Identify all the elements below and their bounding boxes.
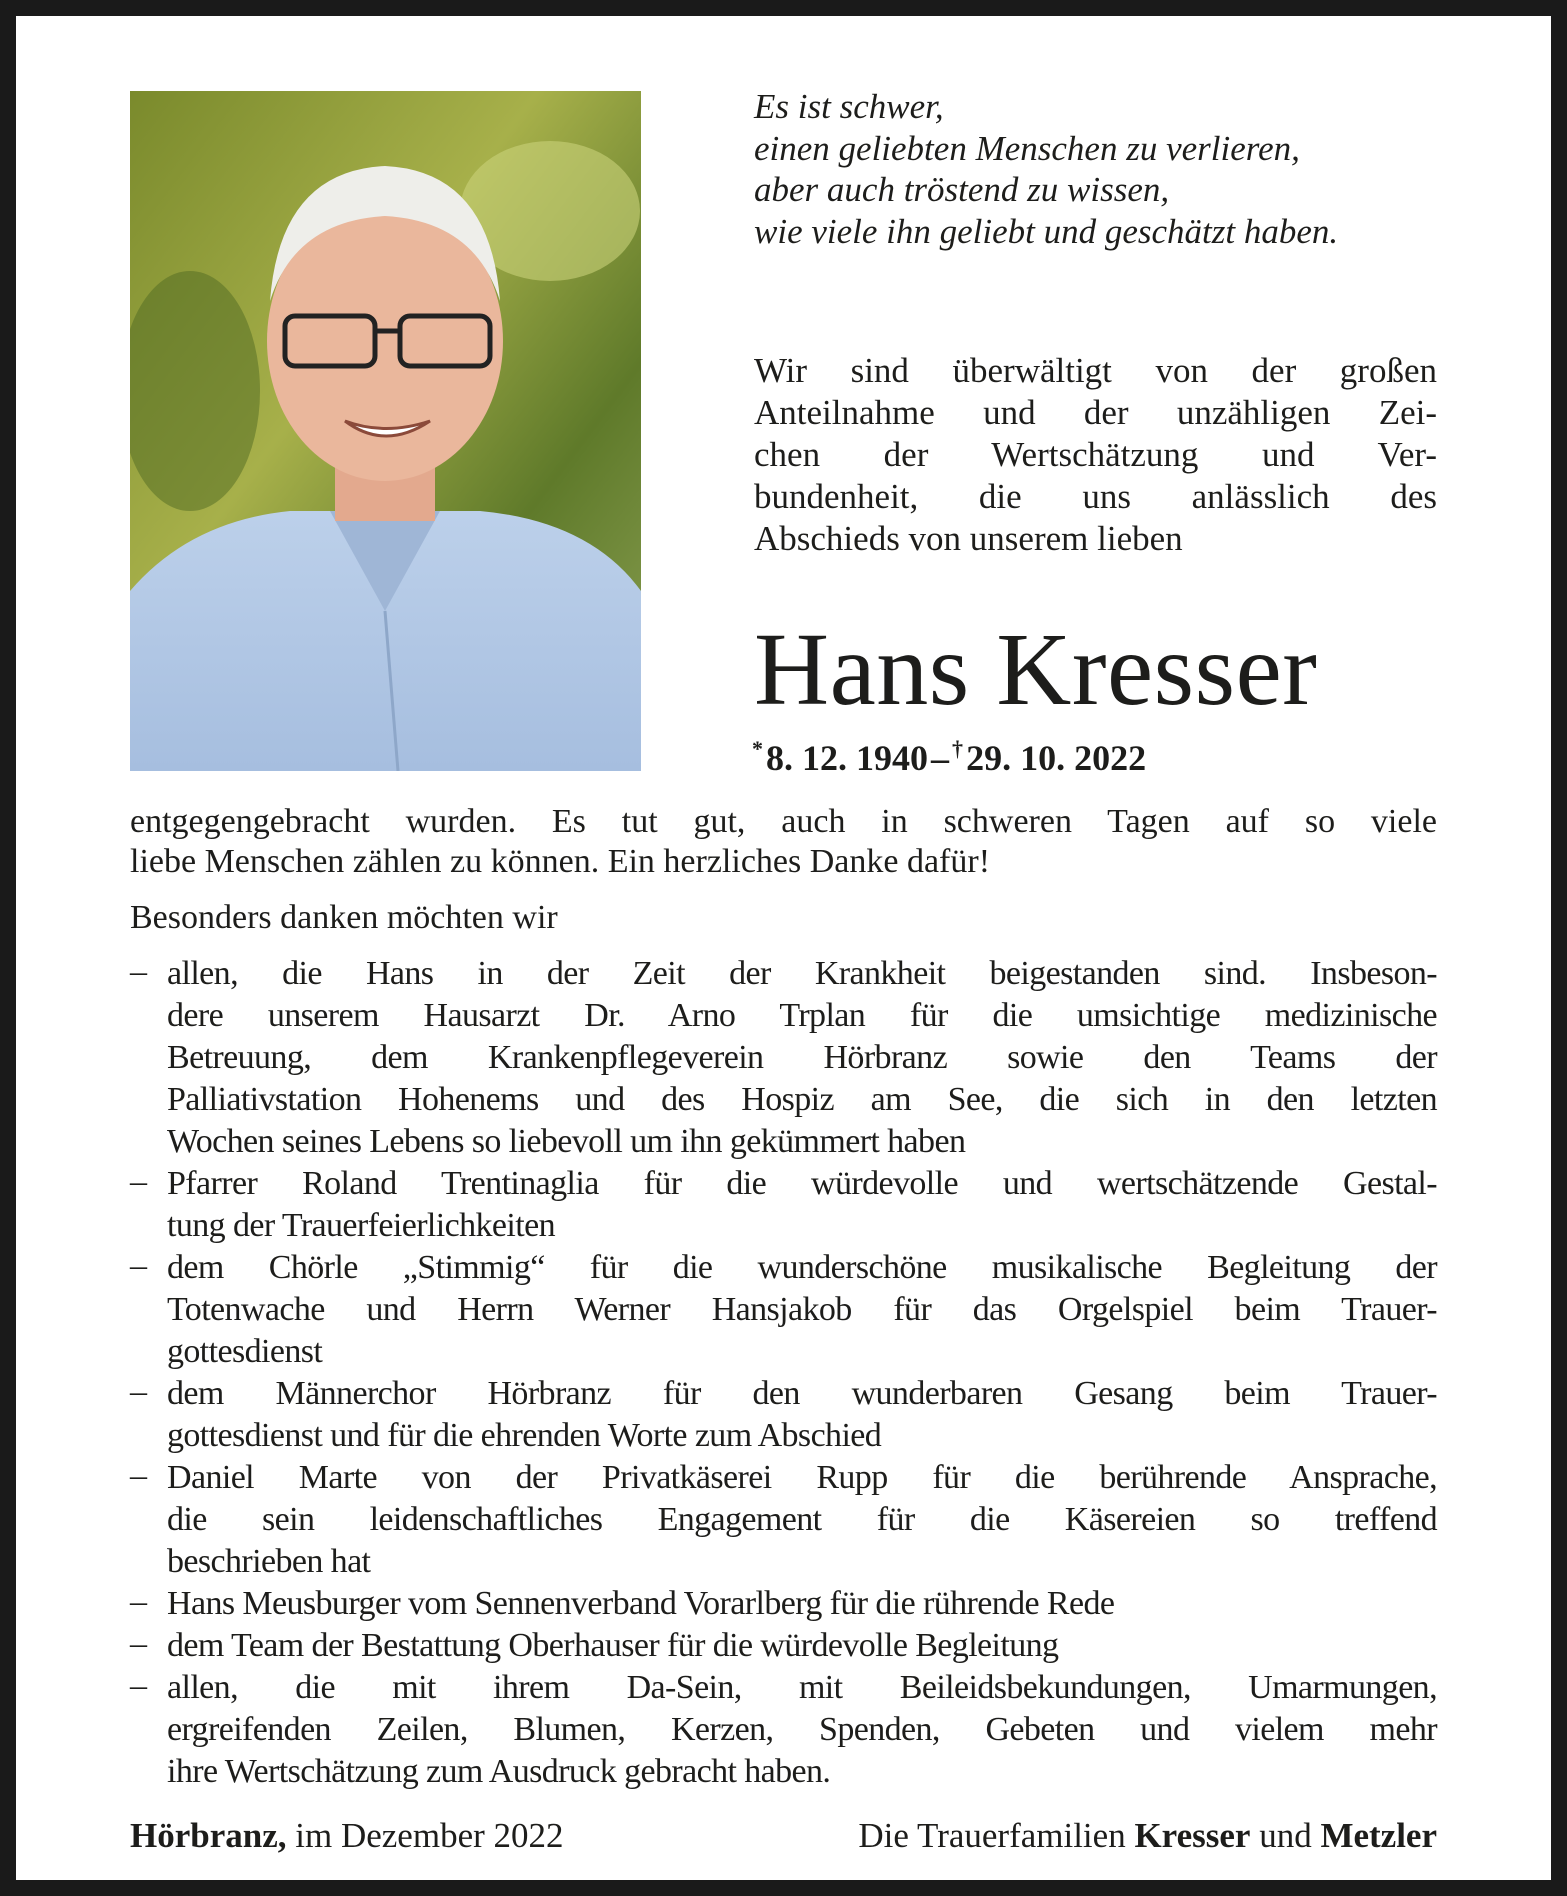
- thanks-item: [130, 1247, 1437, 1373]
- text-line: beschrieben hat: [167, 1543, 371, 1580]
- intro-paragraph: [754, 350, 1437, 560]
- thanks-item: [130, 1667, 1437, 1793]
- text-line: gottesdienst und für die ehrenden Worte zum Abschied: [167, 1417, 882, 1454]
- text-line: Betreuung, dem Krankenpflegeverein Hörbranz sowie den Teams der: [167, 1039, 1437, 1076]
- text-line: allen, die mit ihrem Da-Sein, mit Beileidsbekundungen, Umarmungen,: [167, 1669, 1437, 1706]
- thanks-item: [130, 1457, 1437, 1583]
- text-line: Palliativstation Hohenems und des Hospiz am See, die sich in den letzten: [167, 1081, 1437, 1118]
- text-line: dem Männerchor Hörbranz für den wunderbaren Gesang beim Trauer-: [167, 1375, 1437, 1412]
- text-line: bundenheit, die uns anlässlich des: [754, 477, 1437, 516]
- text-line: liebe Menschen zählen zu können. Ein herzliches Danke dafür!: [130, 843, 991, 880]
- thanks-intro: Besonders danken möchten wir: [130, 899, 558, 936]
- family-name: Kresser: [1134, 1816, 1251, 1855]
- deceased-name: Hans Kresser: [754, 612, 1318, 727]
- text-line: die sein leidenschaftliches Engagement für die Käsereien so treffend: [167, 1501, 1437, 1538]
- quote-line: wie viele ihn geliebt und geschätzt haben.: [754, 211, 1339, 251]
- quote-line: einen geliebten Menschen zu verlieren,: [754, 128, 1300, 168]
- quote-line: aber auch tröstend zu wissen,: [754, 170, 1170, 209]
- thanks-item: [130, 1373, 1437, 1457]
- date: im Dezember 2022: [295, 1816, 564, 1855]
- birth-date: 8. 12. 1940: [766, 738, 929, 778]
- text-line: Daniel Marte von der Privatkäserei Rupp für die berührende Ansprache,: [167, 1459, 1437, 1496]
- family-prefix: Die Trauerfamilien: [858, 1816, 1126, 1855]
- thanks-list: [130, 953, 1437, 1793]
- memorial-quote: [754, 86, 1338, 252]
- place-date: [130, 1816, 564, 1856]
- thanks-item: [130, 1583, 1437, 1625]
- text-line: dem Team der Bestattung Oberhauser für die würdevolle Begleitung: [167, 1627, 1059, 1664]
- bullet-dash: –: [130, 1583, 147, 1620]
- portrait-photo: [130, 91, 641, 771]
- text-line: Abschieds von unserem lieben: [754, 519, 1183, 558]
- bullet-dash: –: [130, 1163, 147, 1200]
- text-line: ergreifenden Zeilen, Blumen, Kerzen, Spenden, Gebeten und vielem mehr: [167, 1711, 1437, 1748]
- family-signature: [858, 1816, 1437, 1856]
- life-dates: [752, 736, 1146, 779]
- bullet-dash: –: [130, 1457, 147, 1494]
- bullet-dash: –: [130, 953, 147, 990]
- text-line: chen der Wertschätzung und Ver-: [754, 435, 1437, 474]
- text-line: allen, die Hans in der Zeit der Krankheit beigestanden sind. Insbeson-: [167, 955, 1437, 992]
- text-line: Hans Meusburger vom Sennenverband Vorarlberg für die rührende Rede: [167, 1585, 1115, 1622]
- text-line: Anteilnahme und der unzähligen Zei-: [754, 393, 1437, 432]
- bullet-dash: –: [130, 1373, 147, 1410]
- thanks-item: [130, 1625, 1437, 1667]
- bullet-dash: –: [130, 1247, 147, 1284]
- thanks-item: [130, 1163, 1437, 1247]
- text-line: Wochen seines Lebens so liebevoll um ihn gekümmert haben: [167, 1123, 966, 1160]
- quote-line: Es ist schwer,: [754, 87, 944, 126]
- text-line: dere unserem Hausarzt Dr. Arno Trplan für die umsichtige medizinische: [167, 997, 1437, 1034]
- place: Hörbranz,: [130, 1816, 287, 1855]
- text-line: ihre Wertschätzung zum Ausdruck gebracht haben.: [167, 1753, 831, 1790]
- text-line: Wir sind überwältigt von der großen: [754, 351, 1437, 390]
- text-line: Pfarrer Roland Trentinaglia für die würdevolle und wertschätzende Gestal-: [167, 1165, 1437, 1202]
- text-line: gottesdienst: [167, 1333, 323, 1370]
- bullet-dash: –: [130, 1625, 147, 1662]
- birth-symbol: *: [752, 736, 763, 761]
- death-symbol: †: [952, 736, 964, 761]
- date-separator: –: [931, 738, 950, 778]
- bullet-dash: –: [130, 1667, 147, 1704]
- death-date: 29. 10. 2022: [966, 738, 1147, 778]
- family-name: Metzler: [1320, 1816, 1437, 1855]
- signature-line: [130, 1816, 1437, 1856]
- and-word: und: [1259, 1816, 1312, 1855]
- thanks-item: [130, 953, 1437, 1163]
- text-line: tung der Trauerfeierlichkeiten: [167, 1207, 555, 1244]
- text-line: entgegengebracht wurden. Es tut gut, auch in schweren Tagen auf so viele: [130, 803, 1437, 840]
- continuation-paragraph: [130, 802, 1437, 882]
- text-line: Totenwache und Herrn Werner Hansjakob für das Orgelspiel beim Trauer-: [167, 1291, 1437, 1328]
- text-line: dem Chörle „Stimmig“ für die wunderschöne musikalische Begleitung der: [167, 1249, 1437, 1286]
